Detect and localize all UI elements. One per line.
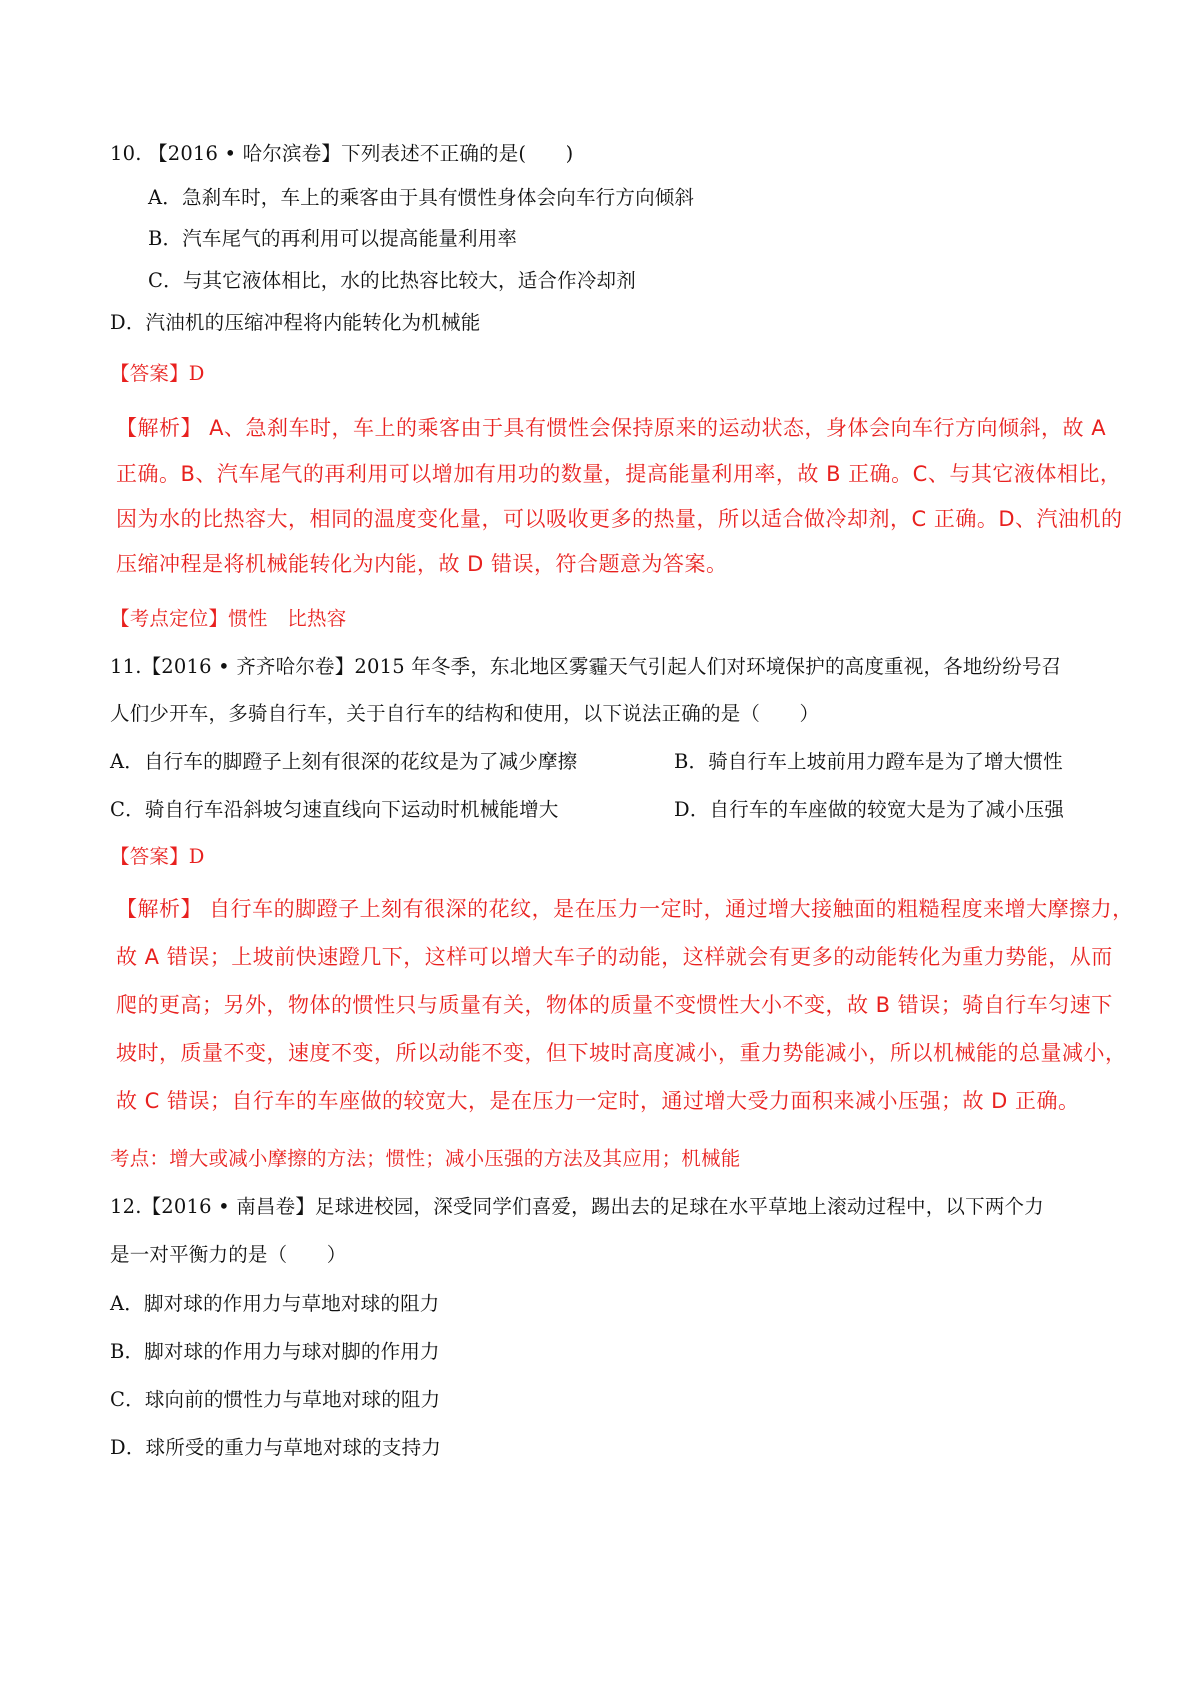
q12-option-a: A．脚对球的作用力与草地对球的阻力	[110, 1292, 440, 1315]
q11-option-d: D．自行车的车座做的较宽大是为了减小压强	[674, 798, 1065, 821]
q11-stem-line-2: 人们少开车，多骑自行车，关于自行车的结构和使用，以下说法正确的是（ ）	[110, 702, 820, 725]
q10-option-d: D．汽油机的压缩冲程将内能转化为机械能	[110, 311, 481, 334]
q12-option-c: C．球向前的惯性力与草地对球的阻力	[110, 1388, 441, 1411]
q12-option-d: D．球所受的重力与草地对球的支持力	[110, 1436, 442, 1459]
q10-analysis-line-2: 正确。B、汽车尾气的再利用可以增加有用功的数量，提高能量利用率，故 B 正确。C、与其它液体相比，	[116, 462, 1122, 486]
q10-answer: 【答案】D	[110, 362, 205, 385]
q12-stem-line-1: 12.【2016 • 南昌卷】足球进校园，深受同学们喜爱，踢出去的足球在水平草地上滚动过程中，以下两个力	[110, 1195, 1044, 1218]
q11-stem-line-1: 11.【2016 • 齐齐哈尔卷】2015 年冬季，东北地区雾霾天气引起人们对环境保护的高度重视，各地纷纷号召	[110, 655, 1062, 678]
q10-analysis-line-1: 【解析】 A、急刹车时，车上的乘客由于具有惯性会保持原来的运动状态，身体会向车行方向倾斜，故 A	[116, 416, 1107, 440]
q11-option-a: A．自行车的脚蹬子上刻有很深的花纹是为了减少摩擦	[110, 750, 578, 773]
q11-analysis-line-1: 【解析】 自行车的脚蹬子上刻有很深的花纹，是在压力一定时，通过增大接触面的粗糙程度来增大摩擦力，	[116, 897, 1134, 921]
q10-option-c: C．与其它液体相比，水的比热容比较大，适合作冷却剂	[148, 269, 636, 292]
q11-analysis-line-2: 故 A 错误；上坡前快速蹬几下，这样可以增大车子的动能，这样就会有更多的动能转化为重力势能，从而	[116, 945, 1113, 969]
q12-stem-line-2: 是一对平衡力的是（ ）	[110, 1243, 347, 1266]
q10-stem: 10. 【2016 • 哈尔滨卷】下列表述不正确的是( )	[110, 142, 574, 165]
q11-kaodian: 考点：增大或减小摩擦的方法；惯性；减小压强的方法及其应用；机械能	[110, 1147, 741, 1170]
q11-analysis-line-3: 爬的更高；另外，物体的惯性只与质量有关，物体的质量不变惯性大小不变，故 B 错误；骑自行车匀速下	[116, 993, 1113, 1017]
q10-analysis-line-3: 因为水的比热容大，相同的温度变化量，可以吸收更多的热量，所以适合做冷却剂，C 正确。D、汽油机的	[116, 507, 1123, 531]
q11-option-c: C．骑自行车沿斜坡匀速直线向下运动时机械能增大	[110, 798, 559, 821]
q10-option-a: A．急刹车时，车上的乘客由于具有惯性身体会向车行方向倾斜	[148, 186, 695, 209]
q10-kaodian: 【考点定位】惯性 比热容	[110, 607, 347, 630]
q11-answer: 【答案】D	[110, 845, 205, 868]
q11-analysis-line-5: 故 C 错误；自行车的车座做的较宽大，是在压力一定时，通过增大受力面积来减小压强；故 D 正确。	[116, 1089, 1080, 1113]
q11-analysis-line-4: 坡时，质量不变，速度不变，所以动能不变，但下坡时高度减小，重力势能减小，所以机械能的总量减小，	[116, 1041, 1127, 1065]
q10-analysis-line-4: 压缩冲程是将机械能转化为内能，故 D 错误，符合题意为答案。	[116, 552, 728, 576]
q11-option-b: B．骑自行车上坡前用力蹬车是为了增大惯性	[674, 750, 1063, 773]
q10-option-b: B．汽车尾气的再利用可以提高能量利用率	[148, 227, 518, 250]
q12-option-b: B．脚对球的作用力与球对脚的作用力	[110, 1340, 440, 1363]
